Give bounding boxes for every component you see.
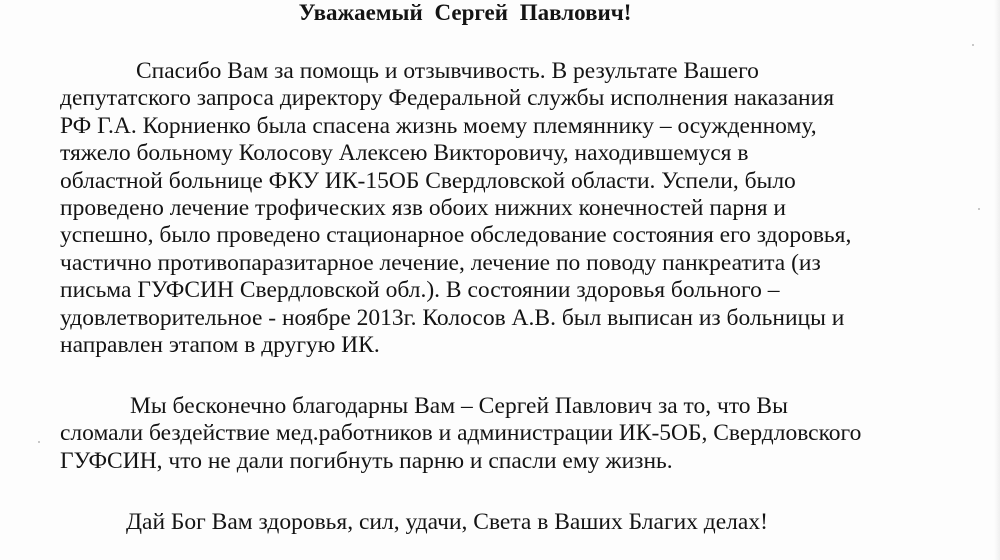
paragraph-line: Мы бесконечно благодарны Вам – Сергей Павлович за то, что Вы: [130, 393, 788, 419]
paragraph-line: частично противопаразитарное лечение, лечение по поводу панкреатита (из: [60, 249, 821, 276]
letter-closing: Дай Бог Вам здоровья, сил, удачи, Света в Ваших Благих делах!: [126, 509, 768, 535]
scan-edge-shadow: [994, 0, 1000, 560]
paragraph-line: Спасибо Вам за помощь и отзывчивость. В результате Вашего: [136, 58, 759, 84]
paragraph-line: ГУФСИН, что не дали погибнуть парню и спасли ему жизнь.: [60, 447, 673, 474]
paragraph-line: сломали бездействие мед.работников и администрации ИК-5ОБ, Свердловского: [60, 420, 862, 447]
letter-greeting: Уважаемый Сергей Павлович!: [298, 0, 632, 25]
paragraph-line: депутатского запроса директору Федеральной службы исполнения наказания: [60, 85, 835, 112]
scan-speck: [978, 208, 980, 210]
paragraph-line: успешно, было проведено стационарное обследование состояния его здоровья,: [60, 222, 852, 249]
paragraph-line: удовлетворительное - ноябре 2013г. Колосов А.В. был выписан из больницы и: [60, 304, 845, 331]
paragraph-thanks: [60, 58, 975, 359]
scan-speck: [972, 44, 974, 46]
paragraph-line: тяжело больному Колосову Алексею Викторовичу, находившемуся в: [60, 140, 749, 167]
paragraph-line: РФ Г.А. Корниенко была спасена жизнь моему племяннику – осужденному,: [60, 112, 817, 139]
paragraph-gratitude: [60, 393, 975, 475]
scan-speck: [38, 441, 40, 443]
paragraph-line: письма ГУФСИН Свердловской обл.). В состоянии здоровья больного –: [60, 277, 780, 304]
paragraph-line: областной больнице ФКУ ИК-15ОБ Свердловской области. Успели, было: [60, 167, 796, 194]
paragraph-line: проведено лечение трофических язв обоих нижних конечностей парня и: [60, 195, 786, 222]
paragraph-line: направлен этапом в другую ИК.: [60, 332, 380, 359]
